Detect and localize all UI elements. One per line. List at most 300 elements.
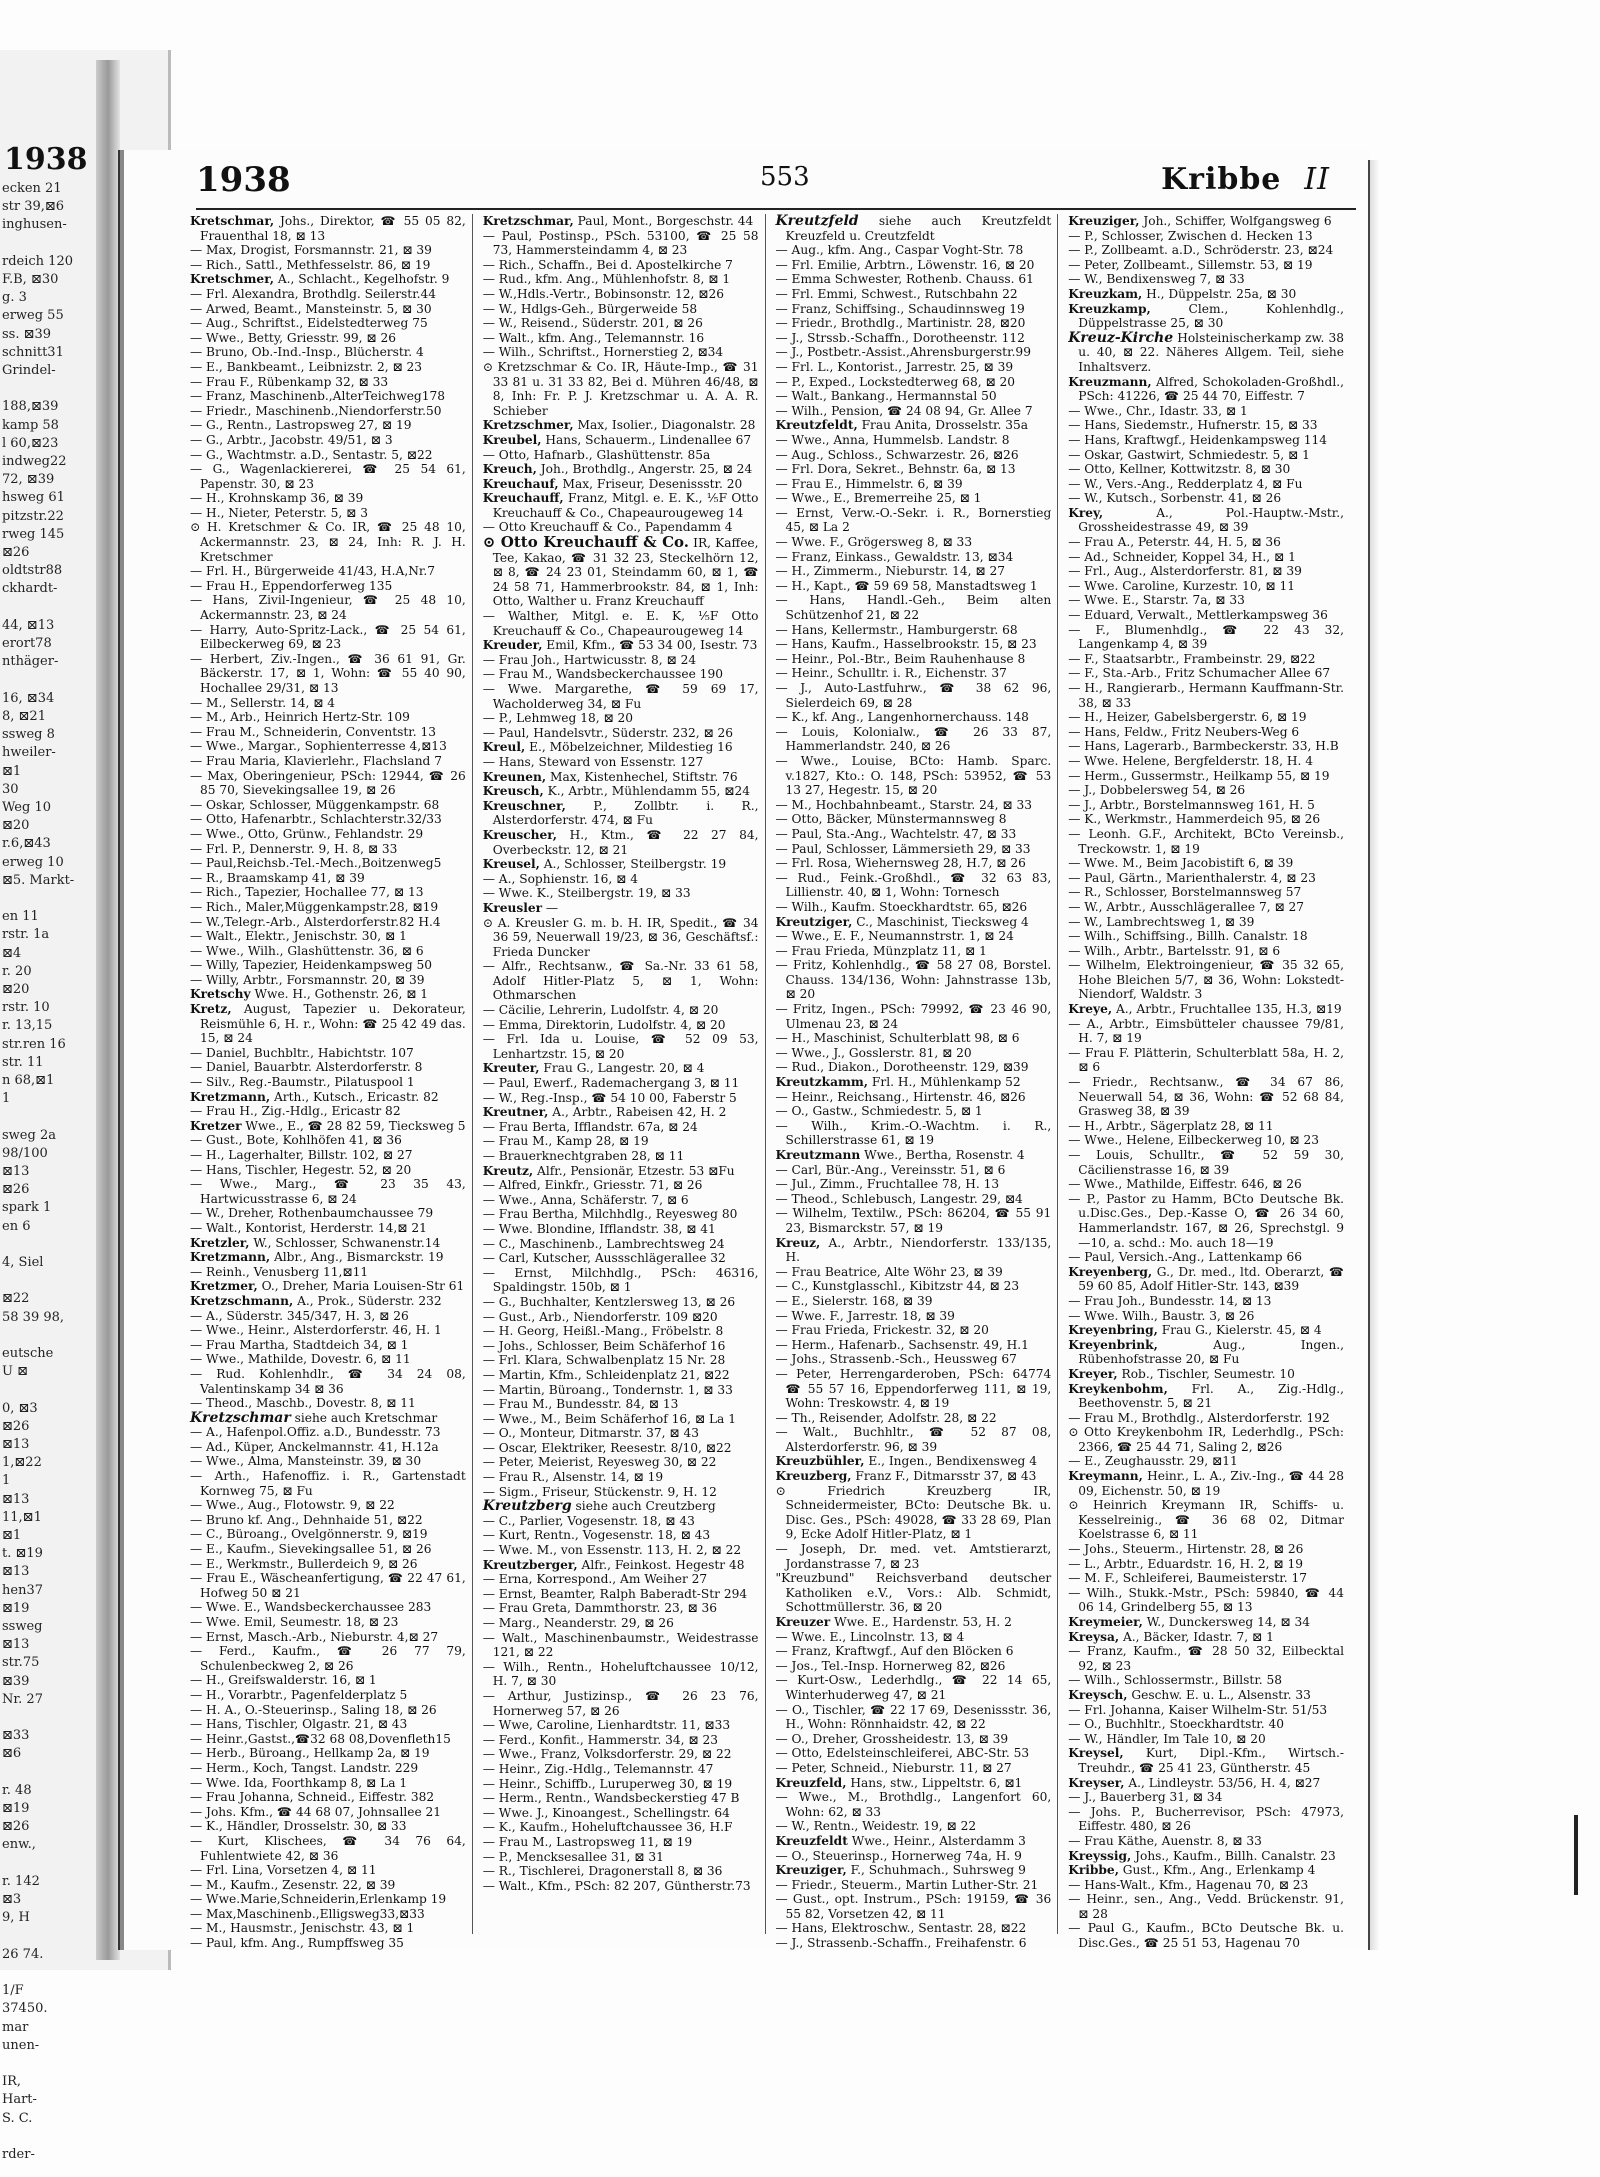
entry-text: — Wwe. E., Starstr. 7a, ⊠ 33	[1068, 593, 1245, 608]
directory-entry	[190, 404, 466, 419]
entry-text: — Frau Joh., Hartwicusstr. 8, ⊠ 24	[482, 652, 697, 667]
entry-text: — Eduard, Verwalt., Mettlerkampsweg 36	[1068, 608, 1328, 623]
directory-entry	[190, 1615, 466, 1630]
directory-entry	[483, 1864, 759, 1879]
entry-text: — Frl. Johanna, Kaiser Wilhelm-Str. 51/53	[1068, 1702, 1328, 1717]
directory-entry	[1068, 1688, 1344, 1703]
directory-entry	[190, 944, 466, 959]
directory-entry	[190, 272, 466, 287]
entry-text: — Ferd., Kaufm., ☎ 26 77 79, Schulenbeckweg 2, ⊠ 26	[190, 1644, 466, 1673]
directory-entry	[1068, 1586, 1344, 1615]
directory-entry	[190, 1250, 466, 1265]
entry-text: — Franz, Einkass., Gewaldstr. 13, ⊠34	[775, 549, 1014, 564]
entry-text: — Frau Frieda, Münzplatz 11, ⊠ 1	[775, 943, 987, 958]
directory-entry	[1068, 1323, 1344, 1338]
entry-text: A., Schlacht., Kegelhofstr. 9	[273, 272, 450, 287]
entry-text: — Reinh., Venusberg 11,⊠11	[190, 1264, 369, 1279]
entry-text: — Hans, Lagerarb., Barmbeckerstr. 33, H.B	[1068, 739, 1339, 754]
entry-text: — W., Rentn., Weidestr. 19, ⊠ 22	[775, 1819, 977, 1834]
entry-text: — Peter, Herrengarderoben, PSch: 64774 ☎ 55 57 16, Eppendorferweg 111, ⊠ 19, Wohn: Treskowstr. 4, ⊠ 19	[775, 1366, 1052, 1411]
directory-entry	[1068, 652, 1344, 667]
entry-text: — Rud., Feink.-Großhdl., ☎ 32 63 83, Lillienstr. 40, ⊠ 1, Wohn: Tornesch	[775, 870, 1052, 900]
entry-surname: Kreykenbohm,	[1068, 1381, 1168, 1396]
directory-entry	[483, 1149, 759, 1164]
entry-text: — Johs., Strassenb.-Sch., Heussweg 67	[775, 1352, 1017, 1367]
directory-entry	[776, 1338, 1052, 1353]
entry-text: — H., Zimmerm., Nieburstr. 14, ⊠ 27	[775, 564, 1005, 579]
entry-text: — Wwe. Emil, Seumestr. 18, ⊠ 23	[190, 1615, 399, 1629]
entry-text: — Otto, Hafnarb., Glashüttenstr. 85a	[482, 447, 711, 462]
entry-text: Hans, stw., Lippeltstr. 6, ⊠1	[846, 1775, 1023, 1790]
entry-text: — E., Zeughausstr. 29, ⊠11	[1068, 1454, 1238, 1469]
directory-entry	[483, 959, 759, 1003]
directory-entry	[1068, 885, 1344, 900]
directory-entry	[1068, 1790, 1344, 1805]
entry-text: ⊙ A. Kreusler G. m. b. H. IR, Spedit., ☎ 34 36 59, Neuerwall 19/23, ⊠ 36, Geschäftsf.: Frieda Duncker	[482, 915, 759, 959]
entry-text: IR, Kaffee, Tee, Kakao, ☎ 31 32 23, Steckelhörn 12, ⊠ 8, ☎ 24 23 01, Steindamm 60, ⊠ 1, ☎ 24 58 71, Hammerbrookstr. 84, ⊠ 1, Inh: Otto, Walther u. Franz Kreuchauff	[492, 536, 759, 609]
entry-text: ⊙ Friedrich Kreuzberg IR, Schneidermeister, BCto: Deutsche Bk. u. Disc. Ges., PSch: 49028, ☎ 33 28 69, Plan 9, Ecke Adolf Hitler-Platz, ⊠ 1	[775, 1483, 1052, 1542]
directory-entry	[776, 448, 1052, 463]
directory-entry	[776, 272, 1052, 287]
header-year: 1938	[196, 160, 291, 200]
directory-entry	[190, 433, 466, 448]
directory-entry	[190, 842, 466, 857]
entry-text: G., Dr. med., ltd. Oberarzt, ☎ 59 60 85, Adolf Hitler-Str. 143, ⊠39	[1078, 1264, 1344, 1294]
entry-text: — Rud. Kohlenhdlr., ☎ 34 24 08, Valentinskamp 34 ⊠ 36	[190, 1366, 466, 1396]
entry-text: — Frau Bertha, Milchhdlg., Reyesweg 80	[482, 1207, 738, 1222]
entry-text: — Jul., Zimm., Fruchtallee 78, H. 13	[775, 1177, 1000, 1192]
entry-text: — Gust., opt. Instrum., PSch: 19159, ☎ 36 55 82, Vorsetzen 42, ⊠ 11	[775, 1892, 1052, 1921]
entry-text: — Wwe., Mathilde, Eiffestr. 646, ⊠ 26	[1068, 1177, 1302, 1192]
entry-text: — Franz, Kraftwgf., Auf den Blöcken 6	[775, 1644, 1014, 1659]
entry-text: — W., Kutsch., Sorbenstr. 41, ⊠ 26	[1068, 491, 1282, 506]
entry-text: — Frl. Emilie, Arbtrn., Löwenstr. 16, ⊠ 20	[775, 257, 1035, 272]
directory-entry	[483, 1091, 759, 1106]
directory-entry	[1068, 608, 1344, 623]
entry-text: — Wwe, Caroline, Lienhardtstr. 11, ⊠33	[482, 1718, 731, 1733]
directory-entry	[776, 1294, 1052, 1309]
entry-text: — Johs. P., Bucherrevisor, PSch: 47973, Eiffestr. 480, ⊠ 26	[1068, 1804, 1344, 1834]
directory-entry	[483, 1237, 759, 1252]
entry-surname: Kretzmann,	[190, 1089, 271, 1104]
directory-entry	[483, 1018, 759, 1033]
directory-entry	[190, 448, 466, 463]
directory-entry	[1068, 1805, 1344, 1834]
entry-text: — Ferd., Konfit., Hammerstr. 34, ⊠ 23	[482, 1732, 718, 1747]
directory-entry	[776, 1732, 1052, 1747]
entry-text: — M., Kaufm., Zesenstr. 22, ⊠ 39	[190, 1877, 396, 1892]
directory-entry	[190, 331, 466, 346]
directory-entry	[483, 1120, 759, 1135]
entry-text: — Brauerknechtgraben 28, ⊠ 11	[482, 1149, 685, 1163]
entry-text: — E., Sielerstr. 168, ⊠ 39	[775, 1293, 933, 1308]
directory-entry	[776, 652, 1052, 667]
entry-cross-reference-heading: Kretzschmar	[190, 1409, 291, 1426]
directory-entry	[1068, 1133, 1344, 1148]
directory-entry	[1068, 1454, 1344, 1469]
directory-entry	[190, 1163, 466, 1178]
entry-text: — W., Händler, Im Tale 10, ⊠ 20	[1068, 1731, 1266, 1746]
entry-text: — Hans, Steward von Essenstr. 127	[482, 754, 704, 769]
entry-text: — Peter, Schneid., Nieburstr. 11, ⊠ 27	[775, 1760, 1012, 1775]
directory-entry	[1068, 812, 1344, 827]
directory-entry	[483, 1514, 759, 1529]
directory-entry	[190, 1878, 466, 1893]
entry-text: — W., Arbtr., Ausschlägerallee 7, ⊠ 27	[1068, 899, 1305, 914]
directory-entry	[776, 491, 1052, 506]
directory-entry	[1068, 1148, 1344, 1177]
directory-entry	[1068, 1309, 1344, 1324]
directory-entry	[776, 433, 1052, 448]
entry-surname: Kreuzfeld,	[775, 1775, 847, 1790]
entry-text: A., Arbtr., Fruchtallee 135, H.3, ⊠19	[1112, 1002, 1342, 1017]
directory-entry	[1068, 1571, 1344, 1586]
entry-surname: Kreuter,	[482, 1061, 540, 1076]
entry-text: — Otto, Hafenarbtr., Schlachterstr.32/33	[190, 812, 442, 827]
entry-text: — Wilh., Krim.-O.-Wachtm. i. R., Schillerstrasse 61, ⊠ 19	[775, 1118, 1052, 1148]
directory-entry	[1068, 1250, 1344, 1265]
directory-entry	[483, 1178, 759, 1193]
entry-text: — Frau Frieda, Frickestr. 32, ⊠ 20	[775, 1323, 989, 1338]
directory-entry	[190, 1075, 466, 1090]
entry-surname: Kreutz,	[482, 1163, 534, 1178]
directory-entry	[1068, 1338, 1344, 1367]
directory-entry	[1068, 798, 1344, 813]
directory-entry	[1068, 302, 1344, 331]
directory-entry	[1068, 1046, 1344, 1075]
entry-surname: Kreuzfeldt	[775, 1833, 848, 1848]
directory-entry	[483, 287, 759, 302]
entry-text: — Paul G., Kaufm., BCto Deutsche Bk. u. Disc.Ges., ☎ 25 51 53, Hagenau 70	[1068, 1921, 1344, 1951]
directory-entry	[483, 1616, 759, 1631]
entry-text: — Hans, Kraftwgf., Heidenkampsweg 114	[1068, 432, 1328, 447]
entry-text: — H., Heizer, Gabelsbergerstr. 6, ⊠ 19	[1068, 710, 1307, 725]
entry-surname: Kreymann,	[1068, 1469, 1143, 1484]
entry-text: — Frl. Rosa, Wiehernsweg 28, H.7, ⊠ 26	[775, 856, 1026, 871]
entry-surname: Kretzler,	[190, 1235, 250, 1250]
entry-text: — W., Dreher, Rothenbaumchaussee 79	[190, 1206, 434, 1221]
entry-text: — Johs. Kfm., ☎ 44 68 07, Johnsallee 21	[190, 1804, 442, 1819]
entry-text: — Heinr., Pol.-Btr., Beim Rauhenhause 8	[775, 651, 1026, 666]
entry-text: A., Prok., Süderstr. 232	[293, 1293, 442, 1308]
entry-text: — Frl. L., Kontorist., Jarrestr. 25, ⊠ 39	[775, 359, 1014, 374]
entry-text: — Wwe., Aug., Flotowstr. 9, ⊠ 22	[190, 1498, 395, 1513]
directory-entry	[483, 1061, 759, 1076]
directory-entry	[1068, 666, 1344, 681]
entry-text: A., Pol.-Hauptw.-Mstr., Grossheidestrasse 49, ⊠ 39	[1078, 505, 1344, 535]
entry-text: — H., Vorarbtr., Pagenfelderplatz 5	[190, 1687, 408, 1702]
entry-text: A., Arbtr., Niendorferstr. 133/135, H.	[785, 1235, 1052, 1265]
directory-entry	[483, 491, 759, 520]
directory-entry	[1068, 871, 1344, 886]
directory-entry	[1068, 754, 1344, 769]
entry-surname: Kreyser,	[1068, 1775, 1125, 1790]
entry-text: — Paul, Postinsp., PSch. 53100, ☎ 25 58 73, Hammersteindamm 4, ⊠ 23	[482, 228, 759, 258]
directory-entry	[776, 462, 1052, 477]
directory-entry	[776, 812, 1052, 827]
directory-entry	[483, 1324, 759, 1339]
entry-text: — Peter, Meierist, Reyesweg 30, ⊠ 22	[482, 1455, 717, 1470]
directory-entry	[190, 798, 466, 813]
entry-text: — Paul, Ewerf., Rademachergang 3, ⊠ 11	[482, 1076, 740, 1091]
entry-text: — P., Zollbeamt. a.D., Schröderstr. 23, ⊠24	[1068, 243, 1334, 258]
entry-text: — F., Sta.-Arb., Fritz Schumacher Allee 67	[1068, 666, 1331, 681]
entry-text: — Frl. Emmi, Schwest., Rutschbahn 22	[775, 286, 1018, 301]
entry-text: — Rud., kfm. Ang., Mühlenhofstr. 8, ⊠ 1	[482, 272, 731, 287]
entry-text: W., Schlosser, Schwanenstr.14	[249, 1235, 441, 1250]
entry-surname: Kreyssig,	[1068, 1848, 1132, 1863]
directory-entry	[190, 1936, 466, 1951]
entry-text: — Emma Schwester, Rothenb. Chauss. 61	[775, 272, 1034, 287]
directory-entry	[776, 1323, 1052, 1338]
directory-entry	[776, 915, 1052, 930]
entry-text: — Frau M., Lastropsweg 11, ⊠ 19	[482, 1834, 693, 1849]
entry-text: — Willy, Tapezier, Heidenkampsweg 50	[190, 958, 433, 973]
directory-entry	[483, 1558, 759, 1573]
entry-text: — Kurt, Klischees, ☎ 34 76 64, Fuhlentwiete 42, ⊠ 36	[190, 1833, 466, 1863]
entry-text: — Hans, Siedemstr., Hufnerstr. 15, ⊠ 33	[1068, 418, 1318, 433]
entry-text: August, Tapezier u. Dekorateur, Reismühle 6, H. r., Wohn: ☎ 25 42 49 das. 15, ⊠ 24	[200, 1002, 466, 1046]
entry-text: — Friedr., Maschinenb.,Niendorferstr.50	[190, 403, 442, 418]
directory-entry	[190, 1790, 466, 1805]
directory-entry	[483, 1032, 759, 1061]
entry-text: siehe auch Kretschmar	[290, 1410, 438, 1425]
directory-entry	[483, 1383, 759, 1398]
entry-text: — Wwe., M., Brothdlg., Langenfort 60, Wohn: 62, ⊠ 33	[775, 1790, 1052, 1819]
directory-entry	[776, 842, 1052, 857]
entry-text: — Wilh., Schiffsing., Billh. Canalstr. 18	[1068, 929, 1308, 944]
entry-text: — Rich., Maler,Müggenkampstr.28, ⊠19	[190, 899, 439, 914]
entry-text: — Paul, kfm. Ang., Rumpffsweg 35	[190, 1936, 404, 1951]
entry-text: — Frau R., Alsenstr. 14, ⊠ 19	[482, 1470, 664, 1485]
entry-text: — O., Tischler, ☎ 22 17 69, Desenissstr. 36, H., Wohn: Rönnhaidstr. 42, ⊠ 22	[775, 1702, 1052, 1732]
entry-text: — Rud., Diakon., Dorotheenstr. 129, ⊠39	[775, 1060, 1029, 1075]
directory-entry	[1068, 1002, 1344, 1017]
entry-text: E., Ingen., Bendixensweg 4	[864, 1454, 1037, 1469]
entry-text: — Wilh., Stukk.-Mstr., PSch: 59840, ☎ 44 06 14, Grindelberg 55, ⊠ 13	[1068, 1585, 1344, 1615]
directory-entry	[1068, 1382, 1344, 1411]
entry-text: — Wwe. F., Grögersweg 8, ⊠ 33	[775, 535, 973, 550]
entry-text: — Wwe. Wilh., Baustr. 3, ⊠ 26	[1068, 1308, 1255, 1323]
entry-text: — A., Sophienstr. 16, ⊠ 4	[482, 871, 639, 886]
entry-text: — Martin, Kfm., Schleidenplatz 21, ⊠22	[482, 1367, 730, 1382]
directory-entry	[776, 1630, 1052, 1645]
entry-text: — Emma, Direktorin, Ludolfstr. 4, ⊠ 20	[482, 1017, 726, 1032]
entry-text: — W., Reisend., Süderstr. 201, ⊠ 26	[482, 316, 703, 331]
entry-text: — Bruno kf. Ang., Dehnhaide 51, ⊠22	[190, 1512, 423, 1527]
entry-text: Frau Anita, Drosselstr. 35a	[857, 418, 1029, 433]
entry-text: P., Zollbtr. i. R., Alsterdorferstr. 474, ⊠ Fu	[492, 798, 759, 828]
directory-entry	[1068, 915, 1344, 930]
directory-entry	[776, 1411, 1052, 1426]
entry-text: — Frau Johanna, Schneid., Eiffestr. 382	[190, 1790, 435, 1805]
entry-text: — F., Staatsarbtr., Frambeinstr. 29, ⊠22	[1068, 651, 1316, 666]
entry-text: — J., Postbetr.-Assist.,Ahrensburgerstr.99	[775, 345, 1031, 360]
directory-entry	[1068, 681, 1344, 710]
entry-text: — Frl. P., Dennerstr. 9, H. 8, ⊠ 33	[190, 841, 398, 856]
directory-entry	[1068, 1615, 1344, 1630]
directory-entry	[483, 828, 759, 857]
directory-entry	[776, 1119, 1052, 1148]
entry-text: C., Maschinist, Tiecksweg 4	[852, 914, 1029, 929]
directory-entry	[483, 1485, 759, 1500]
entry-surname: Krey,	[1068, 505, 1104, 520]
entry-surname: Kreutziger,	[775, 914, 853, 929]
entry-text: — Wwe., J., Gosslerstr. 81, ⊠ 20	[775, 1045, 972, 1060]
directory-entry	[483, 1660, 759, 1689]
entry-text: Franz, Mitgl. e. E. K., ⅕F Otto Kreuchauff & Co., Chapeaurougeweg 14	[492, 491, 759, 520]
entry-text: — G., Arbtr., Jacobstr. 49/51, ⊠ 3	[190, 432, 393, 447]
entry-text: — H. A., O.-Steuerinsp., Saling 18, ⊠ 26	[190, 1702, 437, 1717]
entry-text: — Frl. Ida u. Louise, ☎ 52 09 53, Lenhartzstr. 15, ⊠ 20	[482, 1032, 759, 1061]
entry-text: — Otto, Bäcker, Münstermannsweg 8	[775, 812, 1007, 827]
entry-text: — Paul, Schlosser, Lämmersieth 29, ⊠ 33	[775, 841, 1031, 856]
directory-entry	[776, 331, 1052, 346]
directory-entry	[776, 477, 1052, 492]
directory-entry	[483, 784, 759, 799]
entry-surname: Kreuzkamp,	[1068, 301, 1151, 316]
directory-entry	[776, 1352, 1052, 1367]
entry-text: — C., Parlier, Vogesenstr. 18, ⊠ 43	[482, 1513, 695, 1528]
entry-text: — M., Arb., Heinrich Hertz-Str. 109	[190, 710, 410, 725]
directory-entry	[483, 272, 759, 287]
entry-surname: Kreutzfeldt,	[775, 418, 858, 433]
directory-entry	[776, 1060, 1052, 1075]
directory-entry	[1068, 433, 1344, 448]
entry-text: — H., Rangierarb., Hermann Kauffmann-Str. 38, ⊠ 33	[1068, 681, 1344, 710]
directory-entry	[1068, 462, 1344, 477]
entry-surname: Kretschmar,	[190, 214, 275, 228]
directory-entry	[1068, 958, 1344, 1002]
entry-text: — Sigm., Friseur, Stückenstr. 9, H. 12	[482, 1484, 717, 1499]
entry-surname: Kreymeier,	[1068, 1615, 1143, 1629]
entry-text: — E., Werkmstr., Bullerdeich 9, ⊠ 26	[190, 1556, 418, 1571]
entry-text: — Wwe., Marg., ☎ 23 35 43, Hartwicusstrasse 6, ⊠ 24	[190, 1177, 466, 1206]
entry-text: — Wilh., Schlossermstr., Billstr. 58	[1068, 1673, 1283, 1688]
directory-entry	[1068, 550, 1344, 565]
entry-text: Kurt, Dipl.-Kfm., Wirtsch.-Treuhdr., ☎ 25 41 23, Güntherstr. 45	[1078, 1746, 1344, 1775]
directory-entry	[1068, 1849, 1344, 1864]
directory-entry	[483, 667, 759, 682]
directory-entry	[776, 1192, 1052, 1207]
directory-entry	[776, 666, 1052, 681]
directory-entry	[776, 1236, 1052, 1265]
directory-entry	[776, 681, 1052, 710]
entry-surname: Kretz,	[190, 1002, 232, 1017]
entry-text: — Fritz, Kohlenhdlg., ☎ 58 27 08, Borstel. Chauss. 134/136, Wohn: Jahnstrasse 13b, ⊠ 20	[775, 958, 1052, 1002]
directory-entry	[483, 462, 759, 477]
directory-columns	[190, 213, 1350, 1951]
entry-surname: Kreunen,	[482, 769, 547, 784]
directory-entry	[776, 287, 1052, 302]
directory-entry	[776, 1425, 1052, 1454]
entry-text: — Wwe. Margarethe, ☎ 59 69 17, Wacholderweg 34, ⊠ Fu	[482, 682, 759, 711]
entry-text: — Max, Oberingenieur, PSch: 12944, ☎ 26 85 70, Sievekingsallee 19, ⊠ 26	[190, 768, 466, 798]
entry-text: — Alfr., Rechtsanw., ☎ Sa.-Nr. 33 61 58, Adolf Hitler-Platz 5, ⊠ 1, Wohn: Othmarschen	[482, 959, 759, 1003]
entry-text: — O., Steuerinsp., Hornerweg 74a, H. 9	[775, 1848, 1022, 1863]
directory-entry	[190, 1411, 466, 1426]
directory-entry	[483, 1207, 759, 1222]
directory-entry	[190, 1236, 466, 1251]
directory-entry	[1068, 287, 1344, 302]
directory-entry	[190, 929, 466, 944]
directory-entry	[1068, 1367, 1344, 1382]
directory-entry	[776, 1309, 1052, 1324]
directory-entry	[776, 1090, 1052, 1105]
page-right-edge	[1368, 160, 1380, 1950]
entry-text: — J., Dobbelersweg 54, ⊠ 26	[1068, 783, 1246, 798]
directory-entry	[483, 1820, 759, 1835]
directory-entry	[1068, 827, 1344, 856]
entry-text: — Hans, Handl.-Geh., Beim alten Schützenhof 21, ⊠ 22	[775, 593, 1052, 623]
directory-entry	[1068, 1192, 1344, 1250]
directory-entry	[190, 360, 466, 375]
entry-surname: Kreuchauf,	[482, 476, 559, 491]
directory-entry	[776, 856, 1052, 871]
entry-text: — O., Monteur, Ditmarstr. 37, ⊠ 43	[482, 1426, 700, 1441]
directory-entry	[776, 214, 1052, 243]
directory-entry	[483, 653, 759, 668]
entry-text: H., Ktm., ☎ 22 27 84, Overbeckstr. 12, ⊠ 21	[492, 827, 759, 857]
directory-entry	[190, 345, 466, 360]
directory-entry	[190, 754, 466, 769]
entry-text: Geschw. E. u. L., Alsenstr. 33	[1127, 1687, 1311, 1702]
entry-text: — Paul, Sta.-Ang., Wachtelstr. 47, ⊠ 33	[775, 826, 1017, 841]
directory-entry	[1068, 944, 1344, 959]
directory-entry	[483, 1455, 759, 1470]
entry-text: Wwe. H., Gothenstr. 26, ⊠ 1	[250, 987, 429, 1002]
directory-entry	[776, 1454, 1052, 1469]
entry-text: A., Arbtr., Rabeisen 42, H. 2	[548, 1105, 727, 1120]
directory-entry	[1068, 725, 1344, 740]
entry-surname: Kribbe,	[1068, 1863, 1119, 1878]
entry-text: Alfr., Pensionär, Etzestr. 53 ⊠Fu	[533, 1163, 735, 1178]
directory-entry	[1068, 1542, 1344, 1557]
entry-text: Albr., Ang., Bismarckstr. 19	[270, 1250, 444, 1265]
directory-entry	[1068, 1425, 1344, 1454]
entry-text: — E., Bankbeamt., Leibnizstr. 2, ⊠ 23	[190, 359, 423, 374]
entry-text: — M., Hausmstr., Jenischstr. 43, ⊠ 1	[190, 1921, 415, 1936]
directory-entry	[190, 1279, 466, 1294]
entry-text: — G., Rentn., Lastropsweg 27, ⊠ 19	[190, 418, 412, 433]
entry-text: — C., Maschinenb., Lambrechtsweg 24	[482, 1236, 725, 1251]
directory-entry	[190, 900, 466, 915]
directory-entry	[483, 1879, 759, 1894]
directory-entry	[1068, 243, 1344, 258]
entry-text: — C., Büroang., Ovelgönnerstr. 9, ⊠19	[190, 1527, 428, 1542]
entry-text: — Paul, Handelsvtr., Süderstr. 232, ⊠ 26	[482, 725, 734, 740]
entry-text: — Paul,Reichsb.-Tel.-Mech.,Boitzenweg5	[190, 856, 442, 871]
entry-text: — Martin, Büroang., Tondernstr. 1, ⊠ 33	[482, 1382, 733, 1397]
directory-entry	[776, 404, 1052, 419]
directory-entry	[190, 462, 466, 491]
entry-text: — Wilh., Schriftst., Hornerstieg 2, ⊠34	[482, 345, 724, 360]
entry-text: — A., Süderstr. 345/347, H. 3, ⊠ 26	[190, 1308, 409, 1323]
directory-entry	[1068, 448, 1344, 463]
directory-entry	[190, 1644, 466, 1673]
entry-surname: Kreyer,	[1068, 1366, 1118, 1381]
directory-entry	[776, 258, 1052, 273]
entry-text: — Carl, Bür.-Ang., Vereinsstr. 51, ⊠ 6	[775, 1162, 1006, 1177]
entry-text: — Frl. H., Bürgerweide 41/43, H.A,Nr.7	[190, 564, 435, 579]
directory-entry	[190, 214, 466, 243]
directory-entry	[483, 477, 759, 492]
entry-text: — Frau M., Brothdlg., Alsterdorferstr. 192	[1068, 1410, 1330, 1425]
entry-surname: ⊙ Otto Kreuchauff & Co.	[482, 533, 690, 552]
entry-text: — W.,Telegr.-Arb., Alsterdorferstr.82 H.4	[190, 914, 441, 929]
entry-text: — J., Arbtr., Borstelmannsweg 161, H. 5	[1068, 797, 1315, 812]
directory-entry	[776, 1075, 1052, 1090]
